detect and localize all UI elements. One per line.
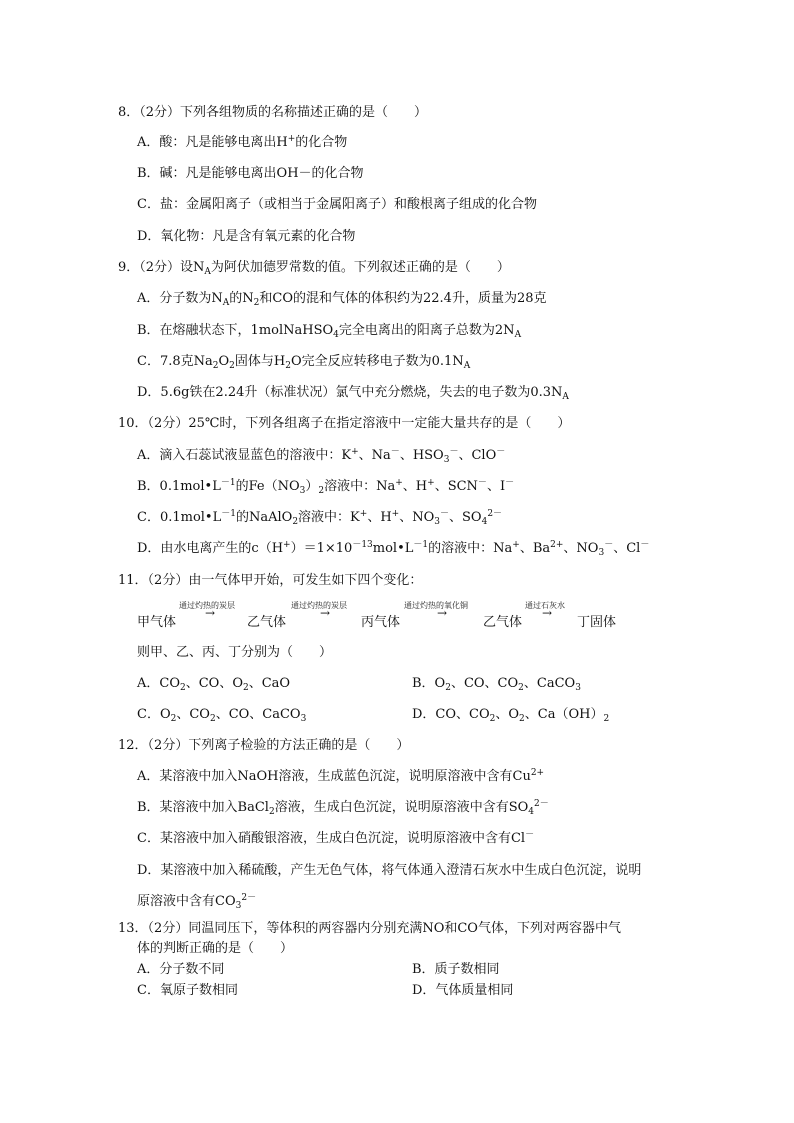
question-13-stem-line2: 体的判断正确的是（ ） [137, 941, 294, 956]
question-8-option-d: D．氧化物：凡是含有氧元素的化合物 [137, 229, 356, 244]
chain-node-3: 丙气体 [361, 615, 401, 630]
question-13-option-a: A．分子数不同 [137, 962, 225, 977]
chain-node-4: 乙气体 [483, 615, 523, 630]
arrow-icon: → [320, 606, 331, 620]
question-11-stem: 11．（2分）由一气体甲开始，可发生如下四个变化： [118, 573, 423, 588]
question-12-option-d-line2: 原溶液中含有$CO_3^{2-}$ [137, 893, 257, 911]
question-12-option-d-line1: D．某溶液中加入稀硫酸，产生无色气体，将气体通入澄清石灰水中生成白色沉淀，说明 [137, 863, 642, 878]
question-9-option-a: A．分子数为$N_A$的$N_2$和CO的混和气体的体积约为22.4升，质量为28克 [137, 291, 547, 308]
question-11-option-b: B．$O_2$、CO、$CO_2$、CaCO$_3$ [412, 676, 581, 693]
arrow-icon: → [437, 606, 448, 620]
question-12-stem: 12．（2分）下列离子检验的方法正确的是（ ） [118, 738, 410, 753]
chain-node-2: 乙气体 [247, 615, 287, 630]
question-8-option-b: B．碱：凡是能够电离出OH－的化合物 [137, 166, 364, 181]
arrow-icon: → [205, 606, 216, 620]
chain-label-4: 通过石灰水 [525, 601, 565, 610]
question-13-stem-line1: 13．（2分）同温同压下，等体积的两容器内分别充满NO和CO气体，下列对两容器中气 [118, 921, 621, 936]
question-9-option-b: B．在熔融状态下，1molNaHSO$_4$完全电离出的阳离子总数为$2N_A$ [137, 323, 522, 340]
chain-node-5: 丁固体 [577, 615, 617, 630]
question-12-option-b: B．某溶液中加入BaCl$_2$溶液，生成白色沉淀，说明原溶液中含有$SO_4^{2-}$ [137, 799, 549, 817]
arrow-icon: → [542, 606, 553, 620]
question-8-option-c: C．盐：金属阳离子（或相当于金属阳离子）和酸根离子组成的化合物 [137, 197, 537, 212]
question-10-option-a: A．滴入石蕊试液显蓝色的溶液中：K+、Na－、$HSO_3^-$、ClO－ [137, 447, 506, 465]
question-9-option-c: C．7.8克$Na_2O_2$固体与$H_2O$完全反应转移电子数为$0.1N_A$ [137, 354, 471, 371]
chain-node-1: 甲气体 [137, 615, 177, 630]
reaction-chain [137, 600, 637, 630]
chain-label-3: 通过灼热的氧化铜 [404, 601, 468, 610]
question-10-option-d: D．由水电离产生的$c(H^+)=1\times 10^{-13}mol•L^{-1}$的溶液中：Na+、$Ba^{2+}$、$NO_3^-$、Cl－ [137, 540, 650, 558]
question-11-sub-stem: 则甲、乙、丙、丁分别为（ ） [137, 645, 333, 660]
chain-label-2: 通过灼热的炭层 [291, 601, 347, 610]
question-9-option-d: D．5.6g铁在2.24升（标准状况）氯气中充分燃烧，失去的电子数为$0.3N_A$ [137, 385, 569, 402]
question-13-option-d: D．气体质量相同 [412, 983, 514, 998]
question-9-stem: 9．（2分）设$N_A$为阿伏加德罗常数的值。下列叙述正确的是（ ） [118, 260, 510, 277]
question-11-option-a: A．$CO_2$、CO、$O_2$、CaO [137, 676, 291, 693]
question-11-option-c: C．$O_2$、$CO_2$、CO、CaCO$_3$ [137, 707, 307, 724]
question-8-option-a: A．酸：凡是能够电离出H+的化合物 [137, 134, 348, 150]
question-10-option-b: B．$0.1mol•L^{-1}$的$Fe(NO_3)_2$溶液中：Na+、H+、SCN－、I－ [137, 478, 515, 496]
question-13-option-c: C．氧原子数相同 [137, 983, 238, 998]
question-10-stem: 10．（2分）25℃时，下列各组离子在指定溶液中一定能大量共存的是（ ） [118, 416, 571, 431]
question-8-stem: 8．（2分）下列各组物质的名称描述正确的是（ ） [118, 105, 428, 120]
question-11-option-d: D．CO、$CO_2$、$O_2$、$Ca(OH)_2$ [412, 707, 610, 724]
question-12-option-c: C．某溶液中加入硝酸银溶液，生成白色沉淀，说明原溶液中含有Cl－ [137, 830, 535, 846]
chain-label-1: 通过灼热的炭层 [179, 601, 235, 610]
question-12-option-a: A．某溶液中加入NaOH溶液，生成蓝色沉淀，说明原溶液中含有$Cu^{2+}$ [137, 768, 545, 784]
question-10-option-c: C．$0.1mol•L^{-1}$的NaAlO$_2$溶液中：K+、H+、$NO_3^-$、$SO_4^{2-}$ [137, 509, 503, 527]
question-13-option-b: B．质子数相同 [412, 962, 500, 977]
